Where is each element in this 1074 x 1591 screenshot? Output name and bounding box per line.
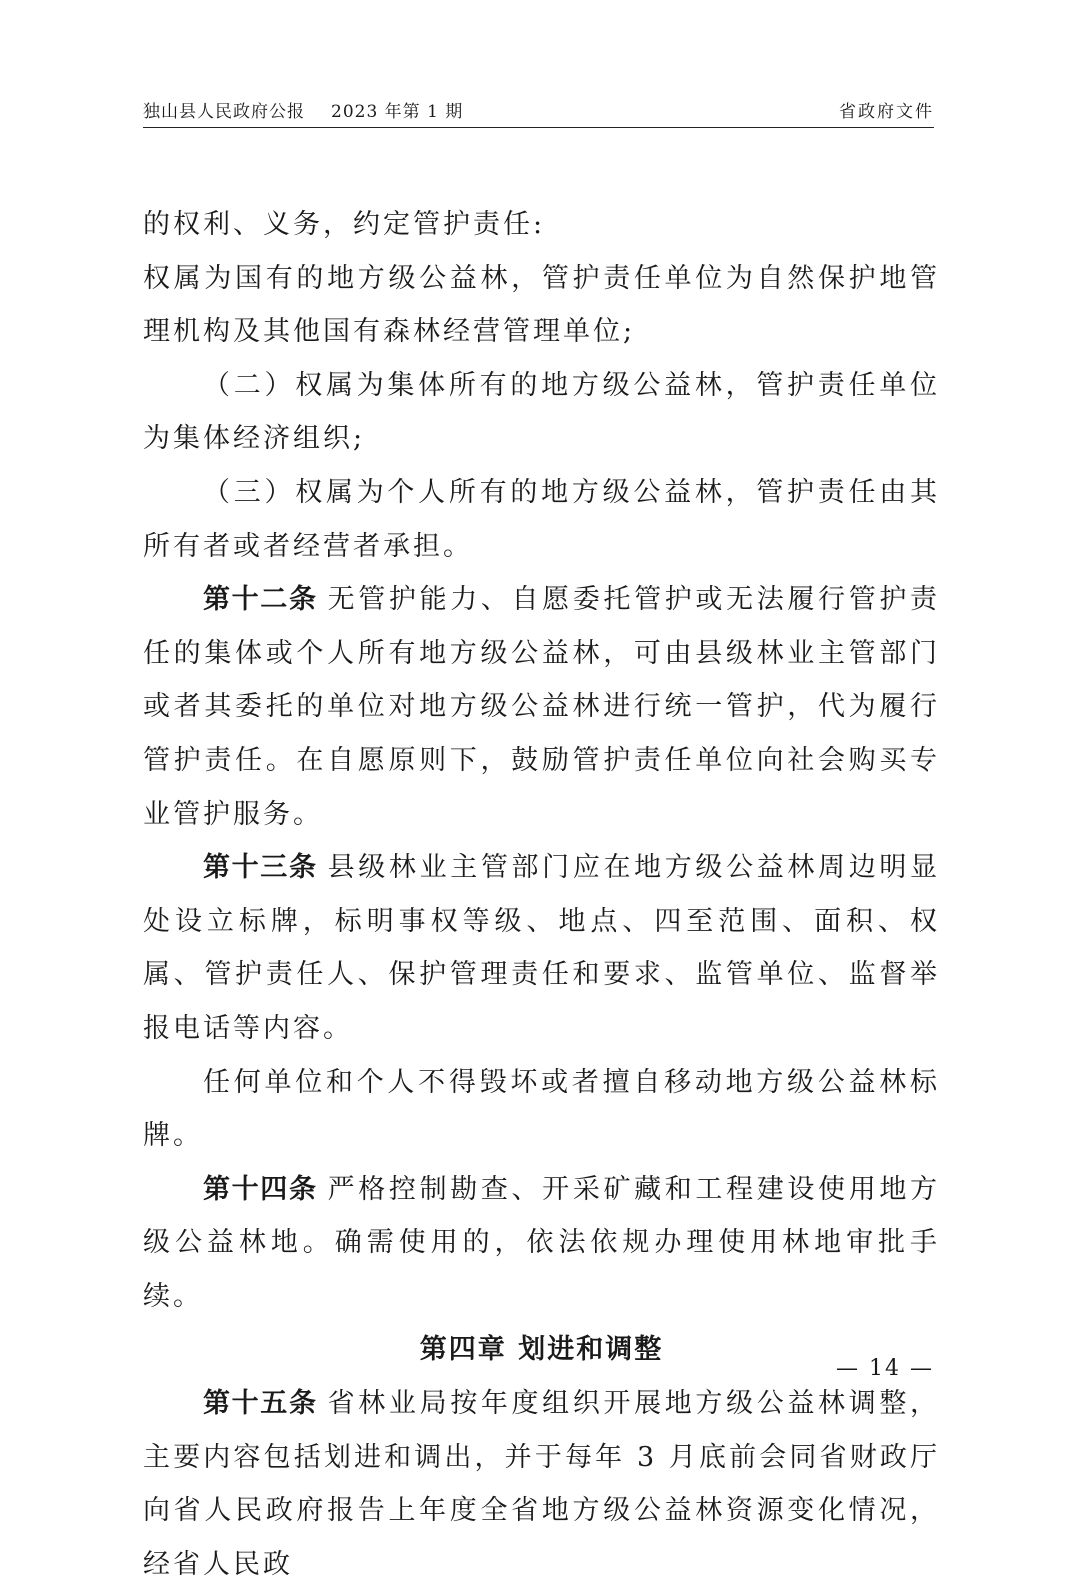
article-15 xyxy=(143,1377,940,1591)
paragraph-text: 严格控制勘查、开采矿藏和工程建设使用地方级公益林地。确需使用的，依法依规办理使用林地审批手续。 xyxy=(143,1173,940,1312)
paragraph-text: （二）权属为集体所有的地方级公益林，管护责任单位为集体经济组织; xyxy=(143,369,940,455)
paragraph-text: 省林业局按年度组织开展地方级公益林调整，主要内容包括划进和调出，并于每年 3 月底前会同省财政厅向省人民政府报告上年度全省地方级公益林资源变化情况，经省人民政 xyxy=(143,1388,940,1580)
paragraph xyxy=(143,466,940,573)
page-number: — 14 — xyxy=(836,1356,934,1381)
page-header xyxy=(143,101,934,128)
issue-number: 2023 年第 1 期 xyxy=(331,102,464,122)
article-12 xyxy=(143,573,940,841)
article-heading: 第十三条 xyxy=(203,852,318,884)
paragraph-text: 无管护能力、自愿委托管护或无法履行管护责任的集体或个人所有地方级公益林，可由县级林业主管部门或者其委托的单位对地方级公益林进行统一管护，代为履行管护责任。在自愿原则下，鼓励管护责任单位向社会购买专业管护服务。 xyxy=(143,584,940,830)
paragraph-text: 县级林业主管部门应在地方级公益林周边明显处设立标牌，标明事权等级、地点、四至范围、面积、权属、管护责任人、保护管理责任和要求、监管单位、监督举报电话等内容。 xyxy=(143,852,940,1044)
paragraph-text: （三）权属为个人所有的地方级公益林，管护责任由其所有者或者经营者承担。 xyxy=(143,476,940,562)
paragraph xyxy=(143,359,940,466)
paragraph-text: 任何单位和个人不得毁坏或者擅自移动地方级公益林标牌。 xyxy=(143,1066,940,1152)
paragraph xyxy=(143,252,940,359)
article-heading: 第十五条 xyxy=(203,1388,318,1420)
article-heading: 第十四条 xyxy=(203,1173,318,1205)
article-14 xyxy=(143,1163,940,1324)
paragraph-text: 的权利、义务，约定管护责任: xyxy=(143,209,546,240)
article-13 xyxy=(143,841,940,1055)
paragraph-text: 权属为国有的地方级公益林，管护责任单位为自然保护地管理机构及其他国有森林经营管理单位; xyxy=(143,262,940,348)
article-heading: 第十二条 xyxy=(203,584,318,616)
section-name: 省政府文件 xyxy=(839,102,934,122)
paragraph xyxy=(143,198,940,252)
paragraph xyxy=(143,1056,940,1163)
publication-name: 独山县人民政府公报 xyxy=(143,102,305,122)
document-body xyxy=(143,198,940,1591)
chapter-title: 第四章 划进和调整 xyxy=(419,1334,664,1366)
header-left xyxy=(143,97,463,122)
